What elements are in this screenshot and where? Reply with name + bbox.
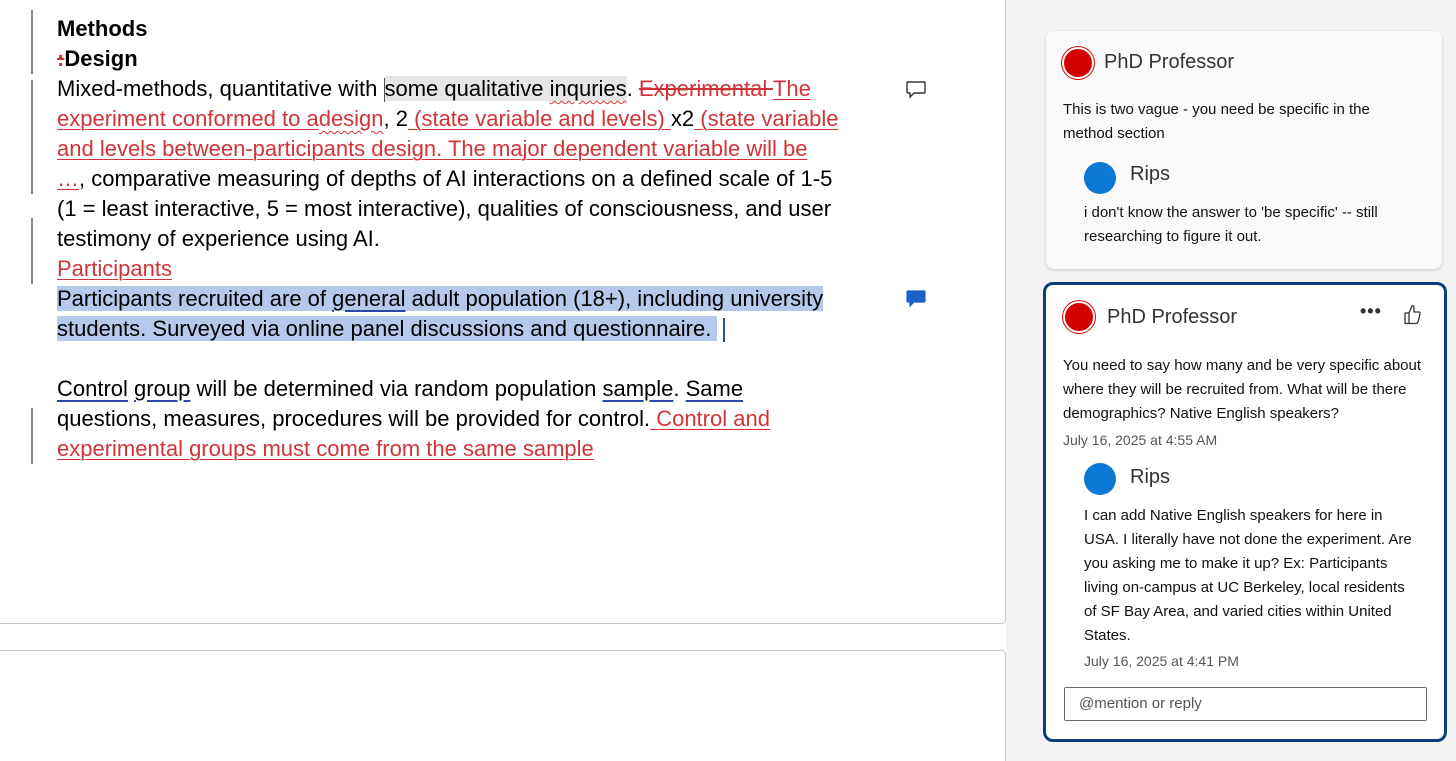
document-next-page[interactable] (0, 650, 1006, 761)
commented-text (385, 76, 627, 101)
design-line-3 (57, 134, 887, 164)
text-run: Mixed-methods, quantitative with (57, 76, 384, 101)
control-line-2 (57, 404, 887, 434)
inserted-text: (state variable (694, 106, 839, 131)
comment-card-active[interactable] (1043, 282, 1447, 742)
inserted-text: Control and (650, 406, 770, 431)
control-line-1 (57, 374, 887, 404)
heading-methods: Methods (57, 16, 148, 41)
inserted-text: and levels between-participants design. The major dependent variable will be (57, 136, 808, 161)
grammar-flag-word[interactable]: Same (685, 376, 744, 401)
avatar (1062, 47, 1094, 79)
more-options-button[interactable]: ••• (1360, 301, 1382, 321)
text-run: x2 (670, 106, 695, 131)
comment-author: PhD Professor (1104, 51, 1235, 73)
design-line-4 (57, 164, 887, 194)
comment-author: PhD Professor (1107, 306, 1238, 328)
selected-text[interactable] (57, 286, 823, 311)
inserted-text: Participants (57, 256, 172, 281)
reply-author: Rips (1130, 466, 1171, 488)
grammar-flag-word[interactable]: group (134, 376, 191, 401)
like-icon[interactable] (1402, 303, 1422, 327)
text-run: , 2 (383, 106, 409, 131)
text-run: will be determined via random population (190, 376, 603, 401)
design-line-5: (1 = least interactive, 5 = most interactive), qualities of consciousness, and user (57, 196, 832, 221)
avatar (1084, 463, 1116, 495)
reply-text: I can add Native English speakers for here in USA. I literally have not done the experiment. Are you asking me to make it up? Ex: Participants living on-campus at UC Berkeley, local residents of SF Bay Area, and varied cities within United States. (1084, 507, 1412, 644)
design-line-6: testimony of experience using AI. (57, 226, 380, 251)
text-run: . (673, 376, 686, 401)
grammar-flag-word[interactable]: Control (57, 376, 128, 401)
inserted-text: (state variable and levels) (408, 106, 671, 131)
heading-design-text: Design (64, 46, 138, 71)
comment-filled-icon[interactable] (905, 289, 927, 309)
text-run: Participants recruited are of (57, 286, 333, 311)
text-run: . (626, 76, 639, 101)
design-line-2 (57, 104, 887, 134)
reply-input[interactable]: @mention or reply (1064, 687, 1427, 721)
change-bar (31, 408, 33, 464)
text-run: adult population (18+), including university (405, 286, 824, 311)
reply-text: i don't know the answer to 'be specific' -- still researching to figure it out. (1084, 204, 1378, 245)
deleted-text: design (318, 106, 384, 131)
grammar-flag-word[interactable]: sample (602, 376, 674, 401)
design-line-1 (57, 74, 887, 104)
misspelled-word[interactable]: inquries (549, 76, 627, 101)
comment-text: This is two vague - you need be specific in the method section (1063, 101, 1370, 142)
text-run: students. Surveyed via online panel discussions and questionnaire. (57, 316, 718, 341)
change-bar (31, 218, 33, 284)
inserted-text: … (57, 166, 79, 191)
participants-line-2 (57, 314, 887, 344)
comment-outline-icon[interactable] (905, 80, 927, 100)
text-run: some qualitative (384, 76, 550, 101)
participants-heading (57, 254, 887, 284)
selected-text[interactable] (57, 316, 717, 341)
change-bar (31, 80, 33, 194)
blank-line (57, 344, 887, 374)
heading-design (57, 44, 887, 74)
control-line-3 (57, 434, 887, 464)
reply-timestamp: July 16, 2025 at 4:41 PM (1084, 653, 1239, 669)
text-run: questions, measures, procedures will be provided for control. (57, 406, 651, 431)
grammar-flag-word[interactable]: general (332, 286, 406, 311)
text-run: , comparative measuring of depths of AI interactions on a defined scale of 1-5 (79, 166, 833, 191)
text-cursor (723, 318, 725, 342)
deleted-colon: : (57, 46, 65, 71)
inserted-text: experimental groups must come from the same sample (57, 436, 594, 461)
comment-timestamp: July 16, 2025 at 4:55 AM (1063, 432, 1218, 448)
reply-author: Rips (1130, 163, 1171, 185)
comment-text: You need to say how many and be very specific about where they will be recruited from. What will be there demographics? Native English speakers? (1063, 357, 1422, 422)
avatar (1084, 162, 1116, 194)
change-bar (31, 10, 33, 74)
inserted-text: The (772, 76, 811, 101)
avatar (1063, 301, 1095, 333)
deleted-text: Experimental (638, 76, 773, 101)
comment-card[interactable] (1046, 31, 1442, 269)
document-body[interactable] (57, 14, 887, 464)
inserted-text: experiment conformed to a (57, 106, 319, 131)
participants-line-1 (57, 284, 887, 314)
